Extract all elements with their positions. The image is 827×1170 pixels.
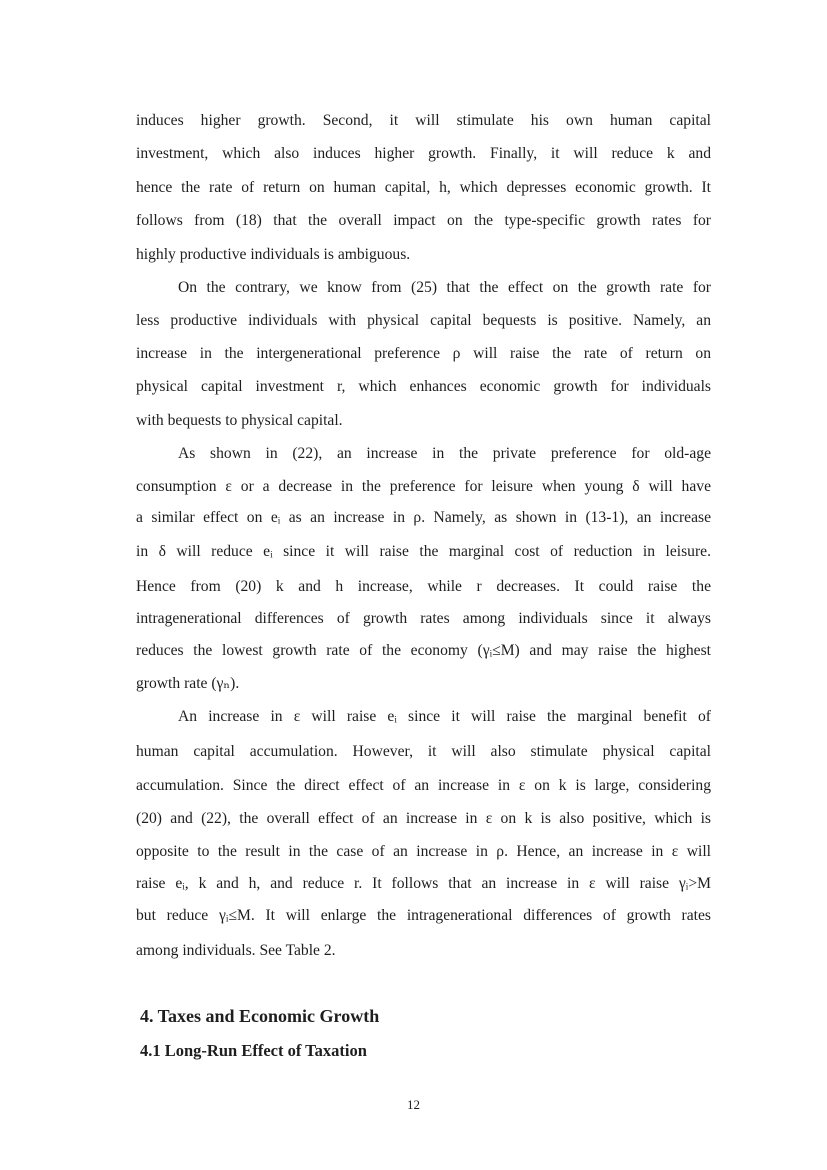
text-line: An increase in ε will raise eᵢ since it will raise the marginal benefit of <box>178 708 711 725</box>
text-line: physical capital investment r, which enhances economic growth for individuals <box>136 378 711 395</box>
text-line: with bequests to physical capital. <box>136 412 343 429</box>
text-line: (20) and (22), the overall effect of an increase in ε on k is also positive, which is <box>136 810 711 827</box>
text-line: hence the rate of return on human capital, h, which depresses economic growth. It <box>136 179 711 196</box>
text-line: highly productive individuals is ambiguous. <box>136 246 411 263</box>
text-line: opposite to the result in the case of an increase in ρ. Hence, an increase in ε will <box>136 843 711 860</box>
text-line: consumption ε or a decrease in the preference for leisure when young δ will have <box>136 478 711 495</box>
text-line: reduces the lowest growth rate of the economy (γᵢ≤M) and may raise the highest <box>136 642 711 659</box>
text-line: As shown in (22), an increase in the private preference for old-age <box>178 445 711 462</box>
text-line: follows from (18) that the overall impact on the type-specific growth rates for <box>136 212 711 229</box>
text-line: accumulation. Since the direct effect of an increase in ε on k is large, considering <box>136 777 711 794</box>
text-line: raise eᵢ, k and h, and reduce r. It follows that an increase in ε will raise γᵢ>M <box>136 875 711 892</box>
text-line: growth rate (γₙ). <box>136 675 240 692</box>
text-line: increase in the intergenerational preference ρ will raise the rate of return on <box>136 345 711 362</box>
text-line: less productive individuals with physical capital bequests is positive. Namely, an <box>136 312 711 329</box>
text-line: in δ will reduce eᵢ since it will raise the marginal cost of reduction in leisure. <box>136 543 711 560</box>
text-line: investment, which also induces higher growth. Finally, it will reduce k and <box>136 145 711 162</box>
text-line: induces higher growth. Second, it will stimulate his own human capital <box>136 112 711 129</box>
text-line: On the contrary, we know from (25) that the effect on the growth rate for <box>178 279 711 296</box>
text-line: human capital accumulation. However, it will also stimulate physical capital <box>136 743 711 760</box>
page-number: 12 <box>407 1097 420 1112</box>
section-heading: 4. Taxes and Economic Growth <box>140 1006 380 1026</box>
text-line: intragenerational differences of growth rates among individuals since it always <box>136 610 711 627</box>
text-line: Hence from (20) k and h increase, while r decreases. It could raise the <box>136 578 711 595</box>
text-line: a similar effect on eᵢ as an increase in ρ. Namely, as shown in (13-1), an increase <box>136 509 711 526</box>
text-line: but reduce γᵢ≤M. It will enlarge the intragenerational differences of growth rates <box>136 907 711 924</box>
subsection-heading: 4.1 Long-Run Effect of Taxation <box>140 1041 367 1060</box>
text-line: among individuals. See Table 2. <box>136 942 336 959</box>
